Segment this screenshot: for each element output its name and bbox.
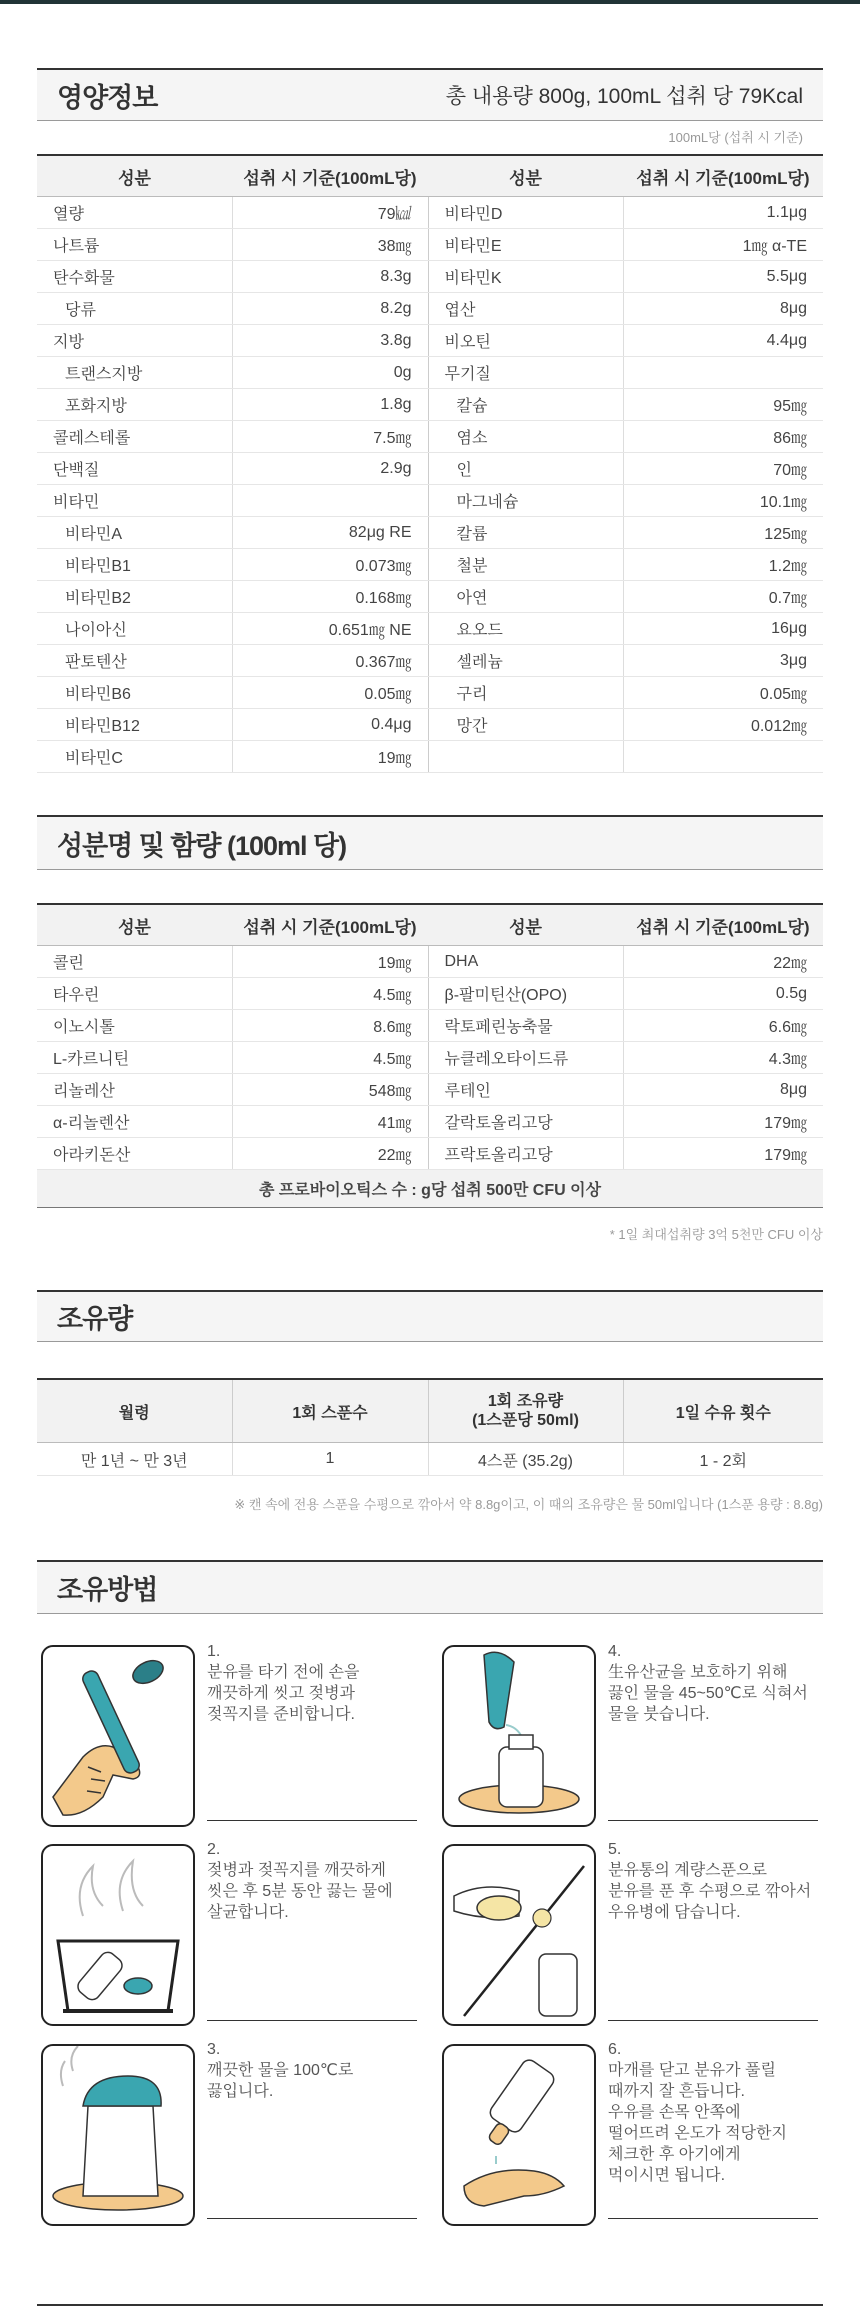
table-cell: 콜레스테롤 — [37, 421, 232, 453]
table-row — [37, 677, 823, 709]
probiotics-total: 총 프로바이오틱스 수 : g당 섭취 500만 CFU 이상 — [37, 1170, 823, 1208]
step-number: 4. — [608, 1643, 622, 1660]
step-number: 6. — [608, 2041, 622, 2058]
table-cell: β-팔미틴산(OPO) — [428, 978, 623, 1010]
col-header: 섭취 시 기준(100mL당) — [623, 155, 823, 197]
table-row — [37, 1443, 823, 1476]
step-divider — [207, 2218, 417, 2219]
measuring-spoon-icon — [442, 1844, 596, 2026]
table-cell: 열량 — [37, 197, 232, 229]
table-cell: 비타민A — [37, 517, 232, 549]
feeding-amount-header — [37, 1290, 823, 1342]
table-cell: 0.4μg — [232, 709, 428, 741]
pouring-water-icon — [442, 1645, 596, 1827]
step-divider — [608, 1820, 818, 1821]
table-cell: 당류 — [37, 293, 232, 325]
col-header: 섭취 시 기준(100mL당) — [623, 904, 823, 946]
col-header: 섭취 시 기준(100mL당) — [232, 904, 428, 946]
table-cell: 엽산 — [428, 293, 623, 325]
table-cell: 38㎎ — [232, 229, 428, 261]
table-row — [37, 421, 823, 453]
step-divider — [207, 2020, 417, 2021]
table-cell: 요오드 — [428, 613, 623, 645]
table-cell: 비타민C — [37, 741, 232, 773]
table-cell: 0.168㎎ — [232, 581, 428, 613]
method-section — [37, 1560, 823, 1614]
table-cell: 19㎎ — [232, 946, 428, 978]
step-number: 1. — [207, 1643, 221, 1660]
step-divider — [608, 2218, 818, 2219]
table-cell: 79㎉ — [232, 197, 428, 229]
table-cell: 콜린 — [37, 946, 232, 978]
table-cell: 1.2㎎ — [623, 549, 823, 581]
table-cell: 125㎎ — [623, 517, 823, 549]
table-cell: 8.2g — [232, 293, 428, 325]
table-cell: 염소 — [428, 421, 623, 453]
table-row — [37, 581, 823, 613]
table-cell: 0.367㎎ — [232, 645, 428, 677]
step-text: 生유산균을 보호하기 위해 끓인 물을 45~50℃로 식혀서 물을 붓습니다. — [608, 1664, 808, 1723]
table-cell: 4.5㎎ — [232, 978, 428, 1010]
table-cell: 70㎎ — [623, 453, 823, 485]
table-cell: 4스푼 (35.2g) — [428, 1443, 623, 1476]
table-cell: 지방 — [37, 325, 232, 357]
table-cell: 86㎎ — [623, 421, 823, 453]
probiotics-note: * 1일 최대섭취량 3억 5천만 CFU 이상 — [609, 1227, 823, 1242]
col-header: 1일 수유 횟수 — [623, 1379, 823, 1443]
table-cell — [623, 357, 823, 389]
step-6 — [608, 2039, 813, 2186]
step-number: 5. — [608, 1841, 622, 1858]
feeding-amount-table — [37, 1378, 823, 1476]
table-cell: 0.651㎎ NE — [232, 613, 428, 645]
step-text: 마개를 닫고 분유가 풀릴 때까지 잘 흔듭니다. 우유를 손목 안쪽에 떨어뜨려 온도가 적당한지 체크한 후 아기에게 먹이시면 됩니다. — [608, 2062, 787, 2184]
step-text: 분유를 타기 전에 손을 깨끗하게 씻고 젖병과 젖꼭지를 준비합니다. — [207, 1664, 360, 1723]
table-row — [37, 357, 823, 389]
kettle-icon — [41, 2044, 195, 2226]
table-cell: 1.1μg — [623, 197, 823, 229]
table-row — [37, 613, 823, 645]
table-row — [37, 1074, 823, 1106]
table-cell: 8μg — [623, 293, 823, 325]
method-header — [37, 1560, 823, 1614]
step-number: 3. — [207, 2041, 221, 2058]
table-cell: 타우린 — [37, 978, 232, 1010]
table-cell: 82μg RE — [232, 517, 428, 549]
table-cell — [232, 485, 428, 517]
table-cell: 0.7㎎ — [623, 581, 823, 613]
step-2 — [207, 1839, 412, 1923]
step-divider — [608, 2020, 818, 2021]
table-cell: 락토페린농축물 — [428, 1010, 623, 1042]
table-cell: 4.4μg — [623, 325, 823, 357]
table-cell: 3μg — [623, 645, 823, 677]
table-cell: 1 - 2회 — [623, 1443, 823, 1476]
table-cell: 나트륨 — [37, 229, 232, 261]
boiling-pot-icon — [41, 1844, 195, 2026]
table-row — [37, 1106, 823, 1138]
table-cell: 아라키돈산 — [37, 1138, 232, 1170]
step-text: 깨끗한 물을 100℃로 끓입니다. — [207, 2062, 354, 2100]
hand-washing-bottle-icon — [41, 1645, 195, 1827]
step-4 — [608, 1641, 813, 1725]
table-cell: 리놀레산 — [37, 1074, 232, 1106]
table-cell: 비타민B1 — [37, 549, 232, 581]
table-cell — [623, 741, 823, 773]
table-cell: 4.5㎎ — [232, 1042, 428, 1074]
table-cell: α-리놀렌산 — [37, 1106, 232, 1138]
table-cell: 트랜스지방 — [37, 357, 232, 389]
table-cell: 5.5μg — [623, 261, 823, 293]
table-row — [37, 1010, 823, 1042]
col-header: 성분 — [428, 904, 623, 946]
table-row — [37, 549, 823, 581]
feeding-amount-title: 조유량 — [57, 1304, 133, 1334]
table-cell: 만 1년 ~ 만 3년 — [37, 1443, 232, 1476]
table-cell: 1.8g — [232, 389, 428, 421]
table-cell: 비타민B2 — [37, 581, 232, 613]
table-cell: 마그네슘 — [428, 485, 623, 517]
col-header: 섭취 시 기준(100mL당) — [232, 155, 428, 197]
table-cell: 22㎎ — [623, 946, 823, 978]
table-row — [37, 389, 823, 421]
table-row — [37, 645, 823, 677]
table-cell: 8.3g — [232, 261, 428, 293]
step-divider — [207, 1820, 417, 1821]
table-cell: 1 — [232, 1443, 428, 1476]
col-header: 성분 — [37, 904, 232, 946]
col-header: 월령 — [37, 1379, 232, 1443]
table-cell: 이노시톨 — [37, 1010, 232, 1042]
table-row — [37, 261, 823, 293]
table-cell: 비타민E — [428, 229, 623, 261]
table-cell: 0.073㎎ — [232, 549, 428, 581]
table-cell: 무기질 — [428, 357, 623, 389]
table-cell: 프락토올리고당 — [428, 1138, 623, 1170]
table-cell: 망간 — [428, 709, 623, 741]
table-cell: 인 — [428, 453, 623, 485]
method-title: 조유방법 — [57, 1575, 158, 1605]
table-cell: 뉴클레오타이드류 — [428, 1042, 623, 1074]
table-cell: 41㎎ — [232, 1106, 428, 1138]
table-cell: 칼륨 — [428, 517, 623, 549]
table-cell: 0.5g — [623, 978, 823, 1010]
table-cell: 비타민 — [37, 485, 232, 517]
table-cell: 0.05㎎ — [623, 677, 823, 709]
table-cell: 16μg — [623, 613, 823, 645]
table-cell: 아연 — [428, 581, 623, 613]
table-cell: 0.012㎎ — [623, 709, 823, 741]
bottom-rule — [37, 2304, 823, 2306]
table-cell: 철분 — [428, 549, 623, 581]
table-cell: 8.6㎎ — [232, 1010, 428, 1042]
step-5 — [608, 1839, 813, 1923]
table-cell: 비타민K — [428, 261, 623, 293]
table-cell: 6.6㎎ — [623, 1010, 823, 1042]
table-cell: 1㎎ α-TE — [623, 229, 823, 261]
table-cell: 구리 — [428, 677, 623, 709]
table-cell: 3.8g — [232, 325, 428, 357]
top-bar — [0, 0, 860, 4]
table-row — [37, 517, 823, 549]
nutrition-header — [37, 68, 823, 121]
temperature-check-icon — [442, 2044, 596, 2226]
table-cell: 판토텐산 — [37, 645, 232, 677]
nutrition-section — [37, 68, 823, 773]
table-row — [37, 197, 823, 229]
ingredients-section — [37, 815, 823, 1243]
table-cell: 22㎎ — [232, 1138, 428, 1170]
table-row — [37, 325, 823, 357]
table-cell: 비타민B12 — [37, 709, 232, 741]
table-cell: 탄수화물 — [37, 261, 232, 293]
table-row — [37, 741, 823, 773]
table-cell — [428, 741, 623, 773]
table-row — [37, 293, 823, 325]
step-number: 2. — [207, 1841, 221, 1858]
table-cell: 95㎎ — [623, 389, 823, 421]
table-cell: DHA — [428, 946, 623, 978]
table-row — [37, 1138, 823, 1170]
table-row — [37, 229, 823, 261]
table-cell: L-카르니틴 — [37, 1042, 232, 1074]
table-cell: 19㎎ — [232, 741, 428, 773]
table-cell: 0.05㎎ — [232, 677, 428, 709]
table-cell: 4.3㎎ — [623, 1042, 823, 1074]
table-cell: 비타민B6 — [37, 677, 232, 709]
table-cell: 7.5㎎ — [232, 421, 428, 453]
table-cell: 칼슘 — [428, 389, 623, 421]
table-cell: 셀레늄 — [428, 645, 623, 677]
table-cell: 179㎎ — [623, 1106, 823, 1138]
col-header: 성분 — [428, 155, 623, 197]
table-row — [37, 946, 823, 978]
table-cell: 비오틴 — [428, 325, 623, 357]
step-text: 분유통의 계량스푼으로 분유를 푼 후 수평으로 깎아서 우유병에 담습니다. — [608, 1862, 812, 1921]
feeding-note: ※ 캔 속에 전용 스푼을 수평으로 깎아서 약 8.8g이고, 이 때의 조유량은 물 50ml입니다 (1스푼 용량 : 8.8g) — [234, 1497, 823, 1512]
table-cell: 179㎎ — [623, 1138, 823, 1170]
table-cell: 나이아신 — [37, 613, 232, 645]
step-text: 젖병과 젖꼭지를 깨끗하게 씻은 후 5분 동안 끓는 물에 살균합니다. — [207, 1862, 393, 1921]
step-1 — [207, 1641, 412, 1725]
nutrition-table — [37, 154, 823, 773]
table-row — [37, 978, 823, 1010]
col-header: 1회 조유량 (1스푼당 50ml) — [428, 1379, 623, 1443]
col-header: 1회 스푼수 — [232, 1379, 428, 1443]
nutrition-title: 영양정보 — [57, 82, 158, 113]
ingredients-header — [37, 815, 823, 870]
table-cell: 갈락토올리고당 — [428, 1106, 623, 1138]
table-cell: 포화지방 — [37, 389, 232, 421]
step-3 — [207, 2039, 412, 2102]
table-row — [37, 709, 823, 741]
ingredients-title: 성분명 및 함량 (100ml 당) — [57, 830, 347, 861]
table-row — [37, 1042, 823, 1074]
ingredients-table — [37, 903, 823, 1208]
table-cell: 루테인 — [428, 1074, 623, 1106]
table-cell: 2.9g — [232, 453, 428, 485]
table-row — [37, 485, 823, 517]
table-cell: 비타민D — [428, 197, 623, 229]
table-cell: 8μg — [623, 1074, 823, 1106]
feeding-amount-section — [37, 1290, 823, 1513]
table-row — [37, 453, 823, 485]
table-cell: 548㎎ — [232, 1074, 428, 1106]
col-header: 성분 — [37, 155, 232, 197]
table-cell: 0g — [232, 357, 428, 389]
unit-note: 100mL당 (섭취 시 기준) — [668, 130, 803, 145]
table-cell: 10.1㎎ — [623, 485, 823, 517]
nutrition-subtitle: 총 내용량 800g, 100mL 섭취 당 79Kcal — [445, 85, 803, 108]
table-cell: 단백질 — [37, 453, 232, 485]
